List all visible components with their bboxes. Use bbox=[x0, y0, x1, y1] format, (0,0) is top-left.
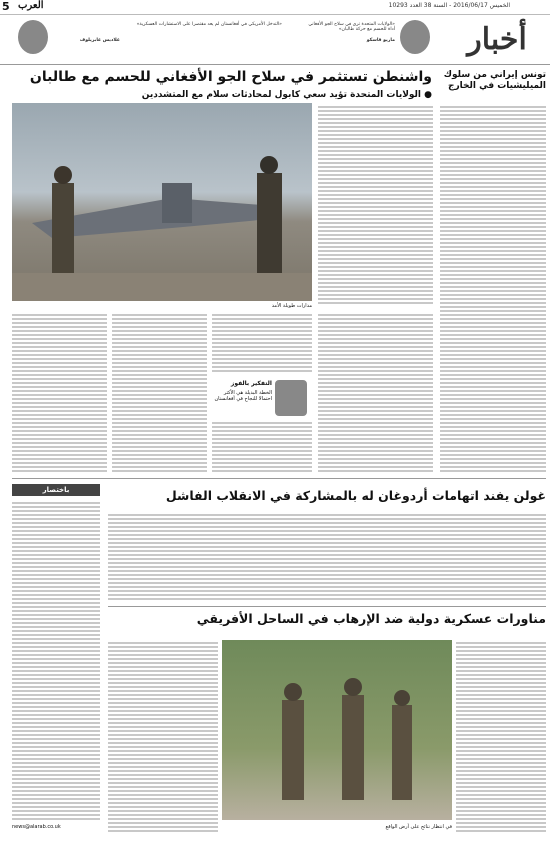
briefs-title: باختصار bbox=[12, 484, 100, 496]
right-person-name: ماريو فاسكو bbox=[366, 38, 395, 43]
main-story-text-col5 bbox=[212, 420, 312, 472]
sidebar-text bbox=[440, 104, 546, 472]
section-title: أخبار bbox=[467, 22, 527, 57]
page-header bbox=[0, 0, 550, 15]
main-headline: واشنطن تستثمر في سلاح الجو الأفغاني للحسم مع طالبان bbox=[29, 69, 432, 85]
right-quote: «الولايات المتحدة ترى في سلاح الجو الأفغاني أداة للحسم مع حركة طالبان» bbox=[308, 22, 395, 33]
quote-person-photo bbox=[275, 380, 307, 416]
third-story-text-left bbox=[108, 640, 218, 834]
briefs-footer: news@alarab.co.uk bbox=[12, 824, 61, 830]
left-quote: «التدخل الأمريكي في أفغانستان لم يعد مقتصرا على الاستشارات العسكرية» bbox=[136, 22, 282, 27]
page-number: 5 bbox=[2, 0, 10, 13]
date-line: الخميس 2016/06/17 - السنة 38 العدد 10293 bbox=[388, 2, 510, 9]
briefs-list bbox=[12, 500, 100, 820]
divider bbox=[0, 64, 550, 65]
top-strip bbox=[0, 16, 550, 62]
main-story-text-col6 bbox=[318, 312, 433, 472]
left-person-name: غلاديس غابريلوف bbox=[79, 38, 120, 43]
main-story-text-col1 bbox=[318, 104, 433, 304]
quote-name: التفكير بالفوز bbox=[230, 380, 272, 387]
divider bbox=[108, 606, 546, 607]
main-story-text-col3 bbox=[112, 312, 207, 472]
aircraft-soldiers-image bbox=[12, 103, 312, 301]
newspaper-logo: العرب bbox=[18, 0, 44, 11]
divider bbox=[12, 478, 546, 479]
third-photo bbox=[222, 640, 452, 820]
second-story-text bbox=[108, 512, 546, 602]
main-photo-caption: مدارات طويلة الأمد bbox=[271, 303, 312, 309]
main-subhead: ● الولايات المتحدة تؤيد سعي كابول لمحادثات سلام مع المتشددين bbox=[141, 90, 432, 100]
left-person-photo bbox=[18, 20, 48, 54]
main-photo bbox=[12, 103, 312, 301]
third-headline: مناورات عسكرية دولية ضد الإرهاب في الساحل الأفريقي bbox=[196, 611, 546, 626]
right-person-photo bbox=[400, 20, 430, 54]
quote-text: الخطة البديلة هي الأكثر احتمالا للنجاح في أفغانستان bbox=[214, 390, 272, 402]
third-photo-caption: في انتظار نتائج على أرض الواقع bbox=[385, 824, 452, 830]
main-story-text-col2 bbox=[12, 312, 107, 472]
third-story-text-right bbox=[456, 640, 546, 834]
second-headline: غولن يفند اتهامات أردوغان له بالمشاركة في الانقلاب الفاشل bbox=[165, 488, 546, 503]
soldiers-image bbox=[222, 640, 452, 820]
main-story-text-col4 bbox=[212, 312, 312, 372]
sidebar-headline: تونس إيراني من سلوك الميليشيات في الخارج bbox=[443, 70, 546, 91]
